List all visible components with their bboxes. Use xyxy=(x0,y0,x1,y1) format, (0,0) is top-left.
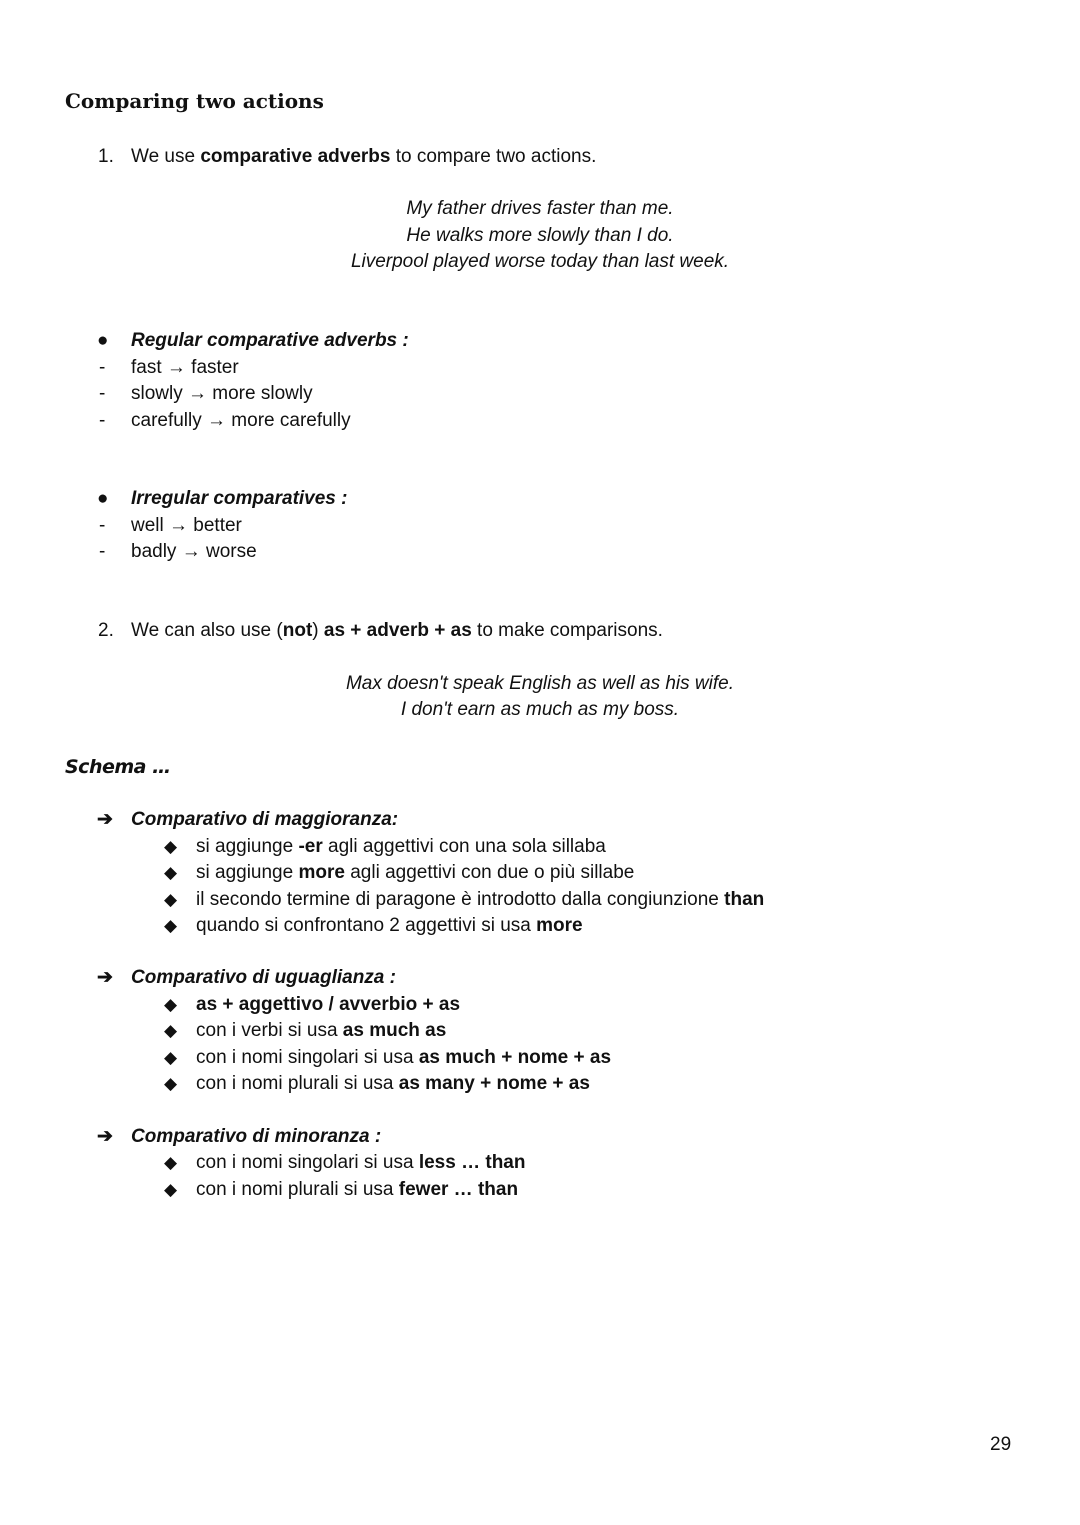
diamond-icon: ◆ xyxy=(164,1074,178,1093)
section2-intro xyxy=(131,618,663,645)
item-text: agli aggettivi con due o più sillabe xyxy=(344,862,635,883)
item-text: quando si confrontano 2 aggettivi si usa xyxy=(196,915,537,936)
example-sentence: My father drives faster than me. xyxy=(406,198,674,219)
list-item: badly → worse xyxy=(131,541,257,562)
item-bold: as + aggettivo / avverbio + as xyxy=(196,994,461,1015)
section2-text-a: We can also use ( xyxy=(131,620,283,641)
list-item: slowly → more slowly xyxy=(131,383,313,404)
example-sentence: I don't earn as much as my boss. xyxy=(400,699,680,720)
dash-icon: - xyxy=(99,383,106,404)
list-item xyxy=(196,1177,518,1204)
item-text: si aggiunge xyxy=(196,836,299,857)
diamond-icon: ◆ xyxy=(164,1153,178,1172)
diamond-icon: ◆ xyxy=(164,1048,178,1067)
list-item xyxy=(196,860,634,887)
item-bold: more xyxy=(298,862,345,883)
diamond-icon: ◆ xyxy=(164,995,178,1014)
arrow-icon: ➔ xyxy=(97,1126,113,1147)
example-sentence: He walks more slowly than I do. xyxy=(406,225,674,246)
item-text: si aggiunge xyxy=(196,862,299,883)
diamond-icon: ◆ xyxy=(164,890,178,909)
section1-intro xyxy=(131,144,596,171)
dash-icon: - xyxy=(99,515,106,536)
item-text: agli aggettivi con una sola sillaba xyxy=(322,836,606,857)
diamond-icon: ◆ xyxy=(164,916,178,935)
page-title: Comparing two actions xyxy=(65,89,324,113)
section2-text-b: ) xyxy=(312,620,324,641)
item-bold: -er xyxy=(298,836,323,857)
arrow-icon: ➔ xyxy=(97,967,113,988)
item-bold: more xyxy=(536,915,583,936)
item-text: il secondo termine di paragone è introdotto dalla congiunzione xyxy=(196,889,725,910)
list-item xyxy=(196,1071,590,1098)
diamond-icon: ◆ xyxy=(164,1180,178,1199)
list-item: carefully → more carefully xyxy=(131,410,351,431)
section1-text-b: to compare two actions. xyxy=(390,146,597,167)
list-item xyxy=(196,992,460,1019)
dash-icon: - xyxy=(99,410,106,431)
list-item xyxy=(196,913,583,940)
bullet-icon: ● xyxy=(97,488,109,509)
example-sentence: Liverpool played worse today than last week. xyxy=(350,251,730,272)
regular-heading: Regular comparative adverbs : xyxy=(131,330,409,351)
dash-icon: - xyxy=(99,541,106,562)
list-number-1: 1. xyxy=(98,146,114,167)
diamond-icon: ◆ xyxy=(164,837,178,856)
diamond-icon: ◆ xyxy=(164,1021,178,1040)
dash-icon: - xyxy=(99,357,106,378)
minoranza-heading: Comparativo di minoranza : xyxy=(131,1126,382,1147)
item-text: con i nomi singolari si usa xyxy=(196,1152,419,1173)
section1-bold: comparative adverbs xyxy=(200,146,391,167)
item-text: con i nomi singolari si usa xyxy=(196,1047,419,1068)
bullet-icon: ● xyxy=(97,330,109,351)
example-sentence: Max doesn't speak English as well as his wife. xyxy=(345,673,735,694)
page-number: 29 xyxy=(990,1434,1012,1455)
section2-bold: as + adverb + as xyxy=(323,620,472,641)
diamond-icon: ◆ xyxy=(164,863,178,882)
item-bold: than xyxy=(724,889,765,910)
list-item xyxy=(196,1018,446,1045)
maggioranza-heading: Comparativo di maggioranza: xyxy=(131,809,399,830)
item-text: con i nomi plurali si usa xyxy=(196,1179,399,1200)
section1-text-a: We use xyxy=(131,146,201,167)
schema-label: Schema … xyxy=(65,756,171,778)
list-item xyxy=(196,834,606,861)
list-item xyxy=(196,1045,611,1072)
list-item xyxy=(196,1150,525,1177)
section2-not: not xyxy=(282,620,313,641)
irregular-heading: Irregular comparatives : xyxy=(131,488,348,509)
list-item xyxy=(196,887,764,914)
list-item: well → better xyxy=(131,515,242,536)
item-bold: fewer … than xyxy=(398,1179,519,1200)
section2-text-c: to make comparisons. xyxy=(471,620,663,641)
item-bold: as much as xyxy=(342,1020,447,1041)
item-bold: as many + nome + as xyxy=(398,1073,590,1094)
list-item: fast → faster xyxy=(131,357,239,378)
item-text: con i nomi plurali si usa xyxy=(196,1073,399,1094)
uguaglianza-heading: Comparativo di uguaglianza : xyxy=(131,967,396,988)
item-text: con i verbi si usa xyxy=(196,1020,343,1041)
list-number-2: 2. xyxy=(98,620,114,641)
item-bold: less … than xyxy=(418,1152,526,1173)
item-bold: as much + nome + as xyxy=(418,1047,612,1068)
arrow-icon: ➔ xyxy=(97,809,113,830)
